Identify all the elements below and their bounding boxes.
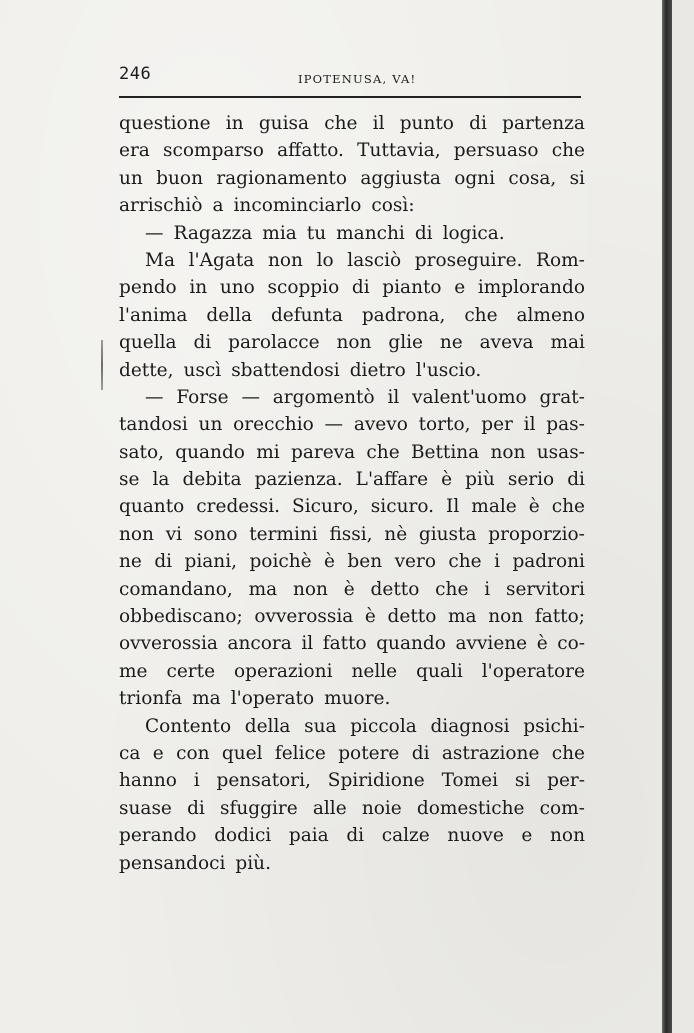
- word: ovverossia: [119, 633, 218, 655]
- word: comandano,: [119, 578, 233, 600]
- word: male: [471, 496, 517, 518]
- word: hanno: [119, 770, 177, 792]
- word: com-: [539, 797, 585, 819]
- word: ca: [119, 742, 141, 764]
- word: perando: [119, 825, 197, 847]
- word: il: [372, 113, 385, 134]
- text-line: [119, 576, 585, 603]
- text-line: [119, 795, 585, 822]
- word: felice: [274, 742, 326, 764]
- word: Bettina: [410, 441, 480, 463]
- word: di: [411, 742, 430, 764]
- word: che: [551, 140, 585, 162]
- word: ma: [192, 688, 221, 710]
- text-line: [119, 165, 585, 192]
- word: la: [152, 469, 170, 491]
- word: non: [488, 606, 524, 628]
- word: è: [324, 551, 335, 573]
- word: —: [145, 222, 164, 244]
- word: che: [366, 441, 400, 463]
- word: astrazione: [441, 742, 540, 764]
- word: con: [176, 742, 210, 764]
- word: —: [241, 386, 260, 408]
- text-line: [119, 411, 585, 438]
- word: non: [293, 578, 328, 600]
- word: me: [119, 660, 148, 682]
- word: avevo: [353, 414, 408, 436]
- word: di: [346, 825, 365, 847]
- text-line: [119, 493, 585, 520]
- word: un: [119, 167, 143, 189]
- word: che: [435, 578, 469, 600]
- word: calze: [381, 825, 430, 847]
- word: argomentò: [272, 386, 375, 408]
- body-text: [119, 110, 585, 877]
- word: avviene: [455, 633, 528, 655]
- word: punto: [399, 113, 454, 134]
- word: psichi-: [523, 715, 585, 737]
- text-line: [119, 603, 585, 630]
- word: giusta: [418, 523, 477, 545]
- word: fatto;: [534, 606, 585, 628]
- word: affatto.: [277, 140, 344, 162]
- word: Contento: [145, 715, 232, 737]
- word: e: [454, 277, 466, 299]
- word: è: [528, 496, 540, 518]
- word: quando: [376, 633, 446, 655]
- word: certe: [166, 660, 216, 682]
- word: di: [193, 332, 212, 354]
- text-line: [119, 329, 585, 356]
- word: di: [187, 797, 205, 819]
- text-line: [119, 740, 585, 767]
- word: operazioni: [234, 660, 333, 682]
- word: aggiusta: [360, 167, 441, 189]
- word: lasciò: [347, 249, 402, 271]
- text-line: [119, 137, 585, 164]
- word: padrona,: [361, 304, 446, 326]
- word: di: [414, 222, 433, 244]
- word: lo: [316, 249, 334, 271]
- word: Tomei: [441, 770, 499, 792]
- word: pendo: [119, 277, 177, 299]
- word: in: [225, 113, 244, 134]
- text-line: [119, 439, 585, 466]
- word: buon: [156, 167, 203, 189]
- word: Forse: [176, 386, 229, 408]
- word: dodici: [214, 825, 272, 847]
- text-line: [119, 521, 585, 548]
- text-line: [119, 220, 585, 247]
- word: è: [536, 633, 548, 655]
- book-binding-shadow: [662, 0, 672, 1033]
- word: nuove: [447, 825, 504, 847]
- word: che: [448, 551, 482, 573]
- word: quando: [175, 441, 245, 463]
- word: non: [336, 332, 372, 354]
- word: non: [267, 249, 303, 271]
- word: Rom-: [536, 249, 585, 271]
- word: mia: [262, 222, 297, 244]
- word: almeno: [516, 304, 585, 326]
- word: che: [324, 113, 358, 134]
- word: uscì: [183, 359, 222, 381]
- text-line: [119, 713, 585, 740]
- text-line: [119, 767, 585, 794]
- word: quanto: [119, 496, 185, 518]
- word: proporzio-: [488, 523, 585, 545]
- word: sato,: [119, 441, 164, 463]
- word: detto: [370, 578, 420, 600]
- word: Sicuro,: [292, 496, 359, 518]
- word: orecchio: [233, 414, 314, 436]
- word: tandosi: [119, 414, 188, 436]
- word: paia: [288, 825, 329, 847]
- word: per-: [547, 770, 585, 792]
- word: ma: [448, 606, 477, 628]
- word: Ragazza: [173, 222, 253, 244]
- word: più: [465, 469, 495, 491]
- word: il: [387, 386, 400, 408]
- text-line: [119, 822, 585, 849]
- running-title: IPOTENUSA, VA!: [298, 72, 417, 86]
- word: sbattendosi: [231, 359, 340, 381]
- word: nè: [384, 523, 408, 545]
- word: —: [324, 414, 344, 436]
- word: si: [514, 770, 531, 792]
- word: era: [119, 140, 150, 162]
- word: glie: [388, 332, 423, 354]
- word: pianto: [382, 277, 442, 299]
- word: cosa,: [508, 167, 557, 189]
- word: debita: [182, 469, 242, 491]
- word: così:: [371, 195, 415, 217]
- word: ne: [439, 332, 463, 354]
- word: mi: [256, 441, 280, 463]
- word: pareva: [290, 441, 356, 463]
- word: pensandoci: [119, 852, 226, 874]
- word: della: [206, 304, 253, 326]
- word: nelle: [351, 660, 398, 682]
- word: termini: [249, 523, 318, 545]
- word: valent'uomo: [412, 386, 527, 408]
- word: arrischiò: [119, 195, 203, 217]
- word: l'operatore: [481, 660, 585, 682]
- header-rule: [119, 96, 581, 98]
- word: non: [550, 825, 585, 847]
- word: implorando: [477, 277, 585, 299]
- word: serio: [507, 469, 555, 491]
- word: e: [521, 825, 533, 847]
- word: in: [189, 277, 208, 299]
- word: parolacce: [228, 332, 320, 354]
- word: ma: [248, 578, 278, 600]
- word: defunta: [270, 304, 343, 326]
- word: detto: [387, 606, 437, 628]
- word: di: [469, 113, 487, 134]
- word: un: [198, 414, 223, 436]
- word: l'Agata: [188, 249, 255, 271]
- word: non: [490, 441, 526, 463]
- text-line: [119, 850, 585, 877]
- word: che: [551, 742, 585, 764]
- word: piccola: [350, 715, 417, 737]
- word: ogni: [454, 167, 495, 189]
- word: che: [464, 304, 498, 326]
- word: diagnosi: [430, 715, 510, 737]
- word: tu: [306, 222, 327, 244]
- word: piani,: [184, 551, 238, 573]
- text-line: [119, 685, 585, 712]
- word: i: [494, 551, 500, 573]
- word: vi: [165, 523, 183, 545]
- word: questione: [119, 113, 211, 134]
- word: fatto: [322, 633, 367, 655]
- word: aveva: [479, 332, 534, 354]
- word: dietro: [349, 359, 406, 381]
- word: Il: [446, 496, 460, 518]
- word: di: [154, 551, 173, 573]
- word: l'anima: [119, 304, 188, 326]
- word: se: [119, 469, 140, 491]
- word: Spiridione: [327, 770, 425, 792]
- word: usas-: [536, 441, 585, 463]
- word: —: [145, 386, 164, 408]
- word: dette,: [119, 359, 174, 381]
- word: a: [212, 195, 224, 217]
- word: persuaso: [453, 140, 539, 162]
- word: della: [244, 715, 291, 737]
- word: torto,: [418, 414, 471, 436]
- word: fissi,: [329, 523, 373, 545]
- text-line: [119, 384, 585, 411]
- word: sua: [304, 715, 337, 737]
- word: ragionamento: [216, 167, 348, 189]
- word: si: [569, 167, 585, 189]
- word: quella: [119, 332, 177, 354]
- word: per: [481, 414, 513, 436]
- word: i: [484, 578, 491, 600]
- word: Ma: [145, 249, 175, 271]
- text-line: [119, 357, 585, 384]
- word: ancora: [227, 633, 292, 655]
- word: è: [364, 606, 376, 628]
- text-line: [119, 466, 585, 493]
- margin-pencil-mark: [101, 340, 103, 390]
- word: pazienza.: [254, 469, 343, 491]
- word: muore.: [324, 688, 391, 710]
- word: grat-: [539, 386, 585, 408]
- word: domestiche: [416, 797, 525, 819]
- word: più.: [235, 852, 271, 874]
- word: Tuttavia,: [357, 140, 441, 162]
- word: logica.: [442, 222, 505, 244]
- page-number: 246: [119, 64, 152, 84]
- word: il: [523, 414, 536, 436]
- text-line: [119, 630, 585, 657]
- word: ben: [347, 551, 383, 573]
- word: vero: [394, 551, 436, 573]
- word: pas-: [546, 414, 585, 436]
- word: scoppio: [267, 277, 340, 299]
- word: il: [301, 633, 314, 655]
- word: i: [193, 770, 200, 792]
- word: servitori: [505, 578, 585, 600]
- word: di: [567, 469, 585, 491]
- word: poichè: [249, 551, 312, 573]
- word: trionfa: [119, 688, 183, 710]
- word: quel: [221, 742, 263, 764]
- word: ne: [119, 551, 142, 573]
- word: alle: [312, 797, 347, 819]
- word: uno: [219, 277, 255, 299]
- word: guisa: [258, 113, 310, 134]
- word: è: [441, 469, 453, 491]
- word: di: [351, 277, 370, 299]
- word: obbediscano;: [119, 606, 243, 628]
- word: credessi.: [196, 496, 281, 518]
- word: incominciarlo: [233, 195, 362, 217]
- page-edge-margin: [672, 0, 694, 1033]
- word: L'affare: [355, 469, 429, 491]
- word: sicuro.: [370, 496, 435, 518]
- text-line: [119, 548, 585, 575]
- word: mai: [550, 332, 585, 354]
- word: suase: [119, 797, 172, 819]
- word: sono: [193, 523, 238, 545]
- word: non: [119, 523, 154, 545]
- word: che: [551, 496, 585, 518]
- text-line: [119, 658, 585, 685]
- word: co-: [557, 633, 585, 655]
- word: manchi: [336, 222, 405, 244]
- word: è: [343, 578, 355, 600]
- word: pensatori,: [216, 770, 311, 792]
- text-line: [119, 274, 585, 301]
- word: quali: [416, 660, 463, 682]
- text-line: [119, 110, 585, 137]
- word: l'uscio.: [415, 359, 482, 381]
- text-line: [119, 247, 585, 274]
- word: ovverossia: [254, 606, 354, 628]
- text-line: [119, 192, 585, 219]
- word: potere: [338, 742, 400, 764]
- word: partenza: [502, 113, 585, 134]
- word: noie: [361, 797, 402, 819]
- word: padroni: [512, 551, 585, 573]
- word: sfuggire: [220, 797, 298, 819]
- word: e: [152, 742, 164, 764]
- word: proseguire.: [414, 249, 523, 271]
- page-header: [119, 60, 581, 90]
- word: l'operato: [230, 688, 315, 710]
- word: scomparso: [163, 140, 264, 162]
- text-line: [119, 302, 585, 329]
